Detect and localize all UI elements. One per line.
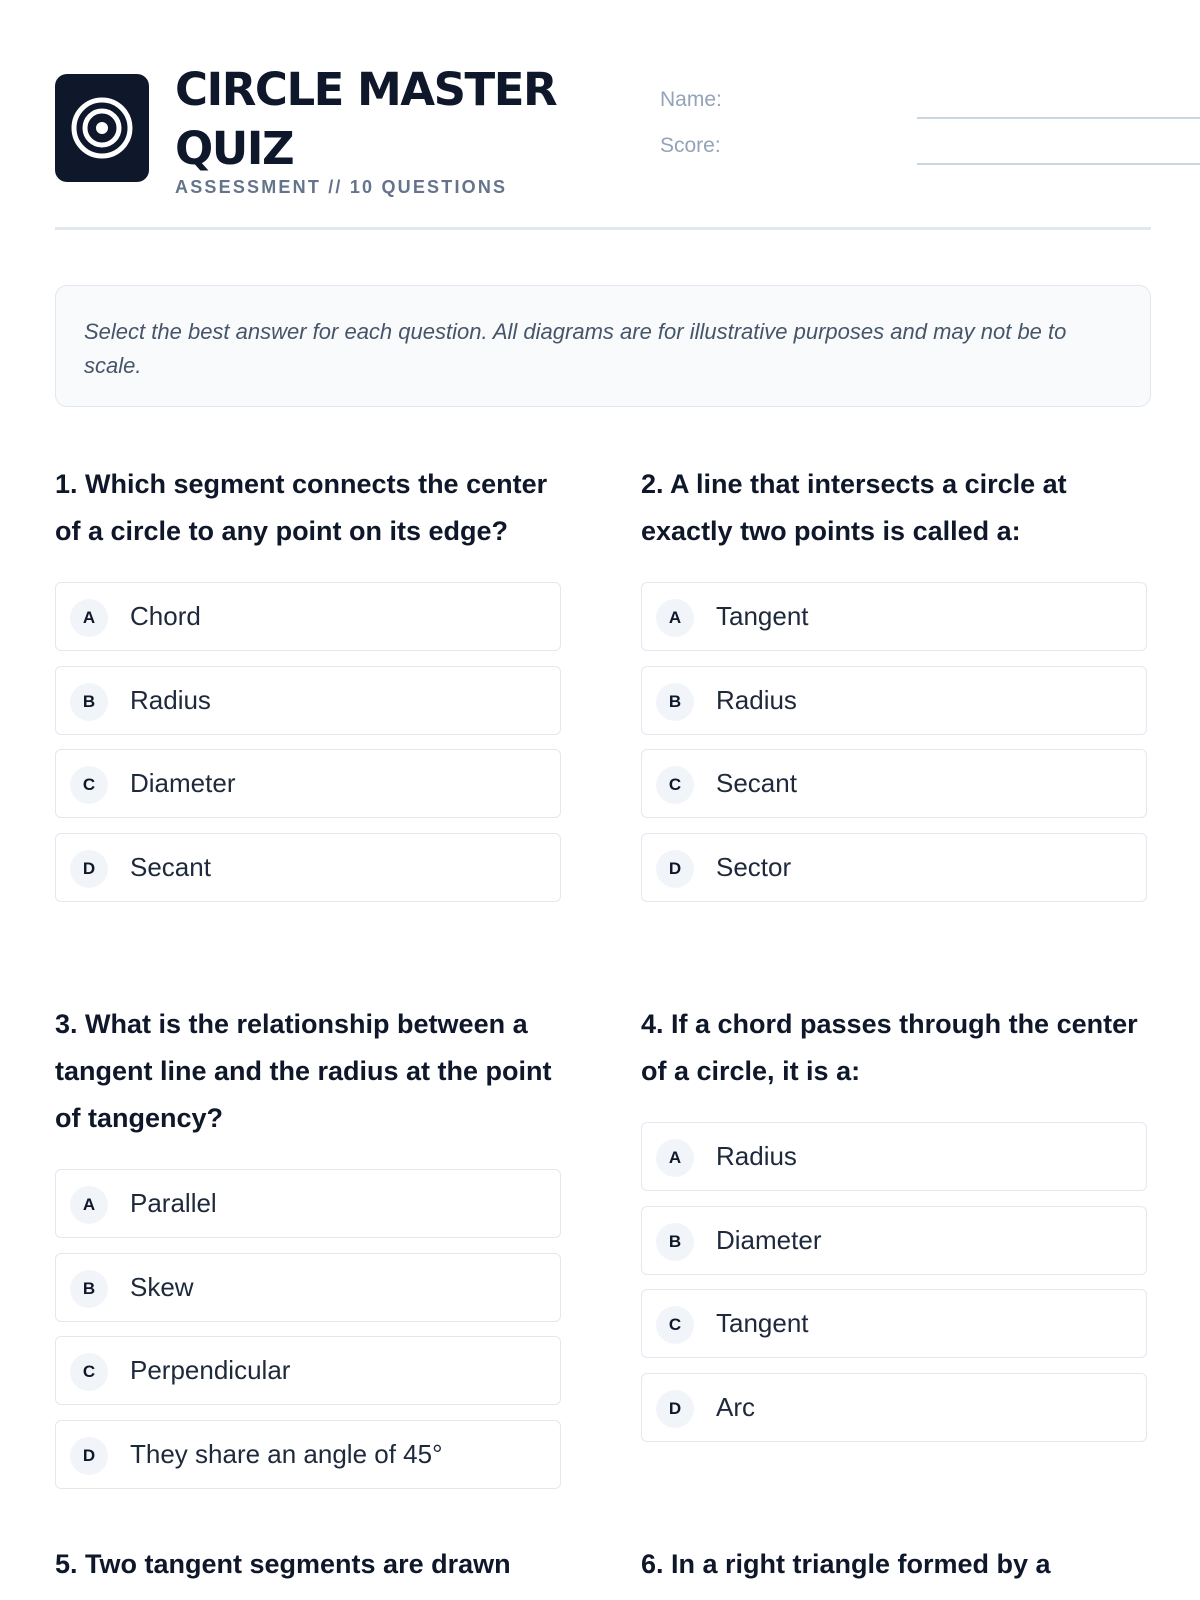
answer-options bbox=[641, 582, 1147, 902]
option-letter: A bbox=[656, 599, 694, 637]
answer-option-b[interactable] bbox=[641, 1206, 1147, 1275]
quiz-logo bbox=[55, 74, 149, 182]
name-field[interactable] bbox=[917, 117, 1200, 119]
answer-option-b[interactable] bbox=[641, 666, 1147, 735]
answer-option-c[interactable] bbox=[641, 1289, 1147, 1358]
name-label: Name: bbox=[660, 88, 722, 111]
option-text: Radius bbox=[130, 684, 211, 715]
answer-options bbox=[641, 1122, 1147, 1442]
page-title: CIRCLE MASTER QUIZ bbox=[175, 63, 557, 175]
option-text: Skew bbox=[130, 1271, 194, 1302]
question-text: 3. What is the relationship between a tangent line and the radius at the point of tangency? bbox=[55, 1009, 552, 1133]
option-letter: A bbox=[70, 599, 108, 637]
option-letter: B bbox=[70, 1270, 108, 1308]
answer-option-a[interactable] bbox=[55, 1169, 561, 1238]
question-text: 5. Two tangent segments are drawn bbox=[55, 1549, 511, 1579]
option-letter: C bbox=[70, 1353, 108, 1391]
question-text: 1. Which segment connects the center of a circle to any point on its edge? bbox=[55, 469, 548, 546]
option-text: Tangent bbox=[716, 601, 809, 631]
option-letter: B bbox=[656, 1223, 694, 1261]
option-letter: C bbox=[70, 766, 108, 804]
question-6 bbox=[641, 1541, 1147, 1588]
question-text: 2. A line that intersects a circle at exactly two points is called a: bbox=[641, 469, 1067, 546]
answer-option-c[interactable] bbox=[55, 749, 561, 818]
question-2 bbox=[641, 461, 1147, 916]
score-field[interactable] bbox=[917, 163, 1200, 165]
option-text: Diameter bbox=[716, 1224, 822, 1255]
option-text: Tangent bbox=[716, 1308, 809, 1338]
answer-option-d[interactable] bbox=[55, 1420, 561, 1489]
option-letter: B bbox=[656, 683, 694, 721]
question-text: 6. In a right triangle formed by a bbox=[641, 1549, 1051, 1579]
option-letter: D bbox=[70, 850, 108, 888]
option-letter: D bbox=[70, 1437, 108, 1475]
answer-option-a[interactable] bbox=[641, 582, 1147, 651]
option-text: Parallel bbox=[130, 1188, 217, 1218]
option-text: Diameter bbox=[130, 768, 236, 798]
option-text: Secant bbox=[130, 851, 211, 882]
option-letter: C bbox=[656, 1306, 694, 1344]
option-text: Sector bbox=[716, 851, 792, 882]
question-5 bbox=[55, 1541, 561, 1588]
option-text: They share an angle of 45° bbox=[130, 1438, 443, 1469]
quiz-header bbox=[55, 60, 1200, 200]
option-text: Secant bbox=[716, 768, 797, 798]
option-letter: C bbox=[656, 766, 694, 804]
option-letter: D bbox=[656, 850, 694, 888]
question-1 bbox=[55, 461, 561, 916]
option-letter: D bbox=[656, 1390, 694, 1428]
question-3 bbox=[55, 1001, 561, 1503]
option-text: Radius bbox=[716, 1141, 797, 1171]
option-text: Radius bbox=[716, 684, 797, 715]
option-text: Perpendicular bbox=[130, 1355, 291, 1385]
answer-option-d[interactable] bbox=[641, 833, 1147, 902]
target-icon bbox=[68, 94, 136, 162]
answer-option-b[interactable] bbox=[55, 1253, 561, 1322]
answer-option-c[interactable] bbox=[55, 1336, 561, 1405]
answer-option-b[interactable] bbox=[55, 666, 561, 735]
score-label: Score: bbox=[660, 134, 721, 157]
answer-option-a[interactable] bbox=[55, 582, 561, 651]
option-text: Arc bbox=[716, 1391, 755, 1422]
answer-options bbox=[55, 582, 561, 902]
answer-option-a[interactable] bbox=[641, 1122, 1147, 1191]
page-subtitle: ASSESSMENT // 10 QUESTIONS bbox=[175, 177, 508, 197]
option-text: Chord bbox=[130, 601, 201, 631]
answer-option-c[interactable] bbox=[641, 749, 1147, 818]
option-letter: B bbox=[70, 683, 108, 721]
header-divider bbox=[55, 227, 1151, 230]
question-4 bbox=[641, 1001, 1147, 1456]
question-text: 4. If a chord passes through the center of a circle, it is a: bbox=[641, 1009, 1138, 1086]
option-letter: A bbox=[70, 1186, 108, 1224]
answer-options bbox=[55, 1169, 561, 1489]
answer-option-d[interactable] bbox=[641, 1373, 1147, 1442]
instructions-box: Select the best answer for each question. All diagrams are for illustrative purposes and may not be to scale. bbox=[55, 285, 1151, 407]
answer-option-d[interactable] bbox=[55, 833, 561, 902]
option-letter: A bbox=[656, 1139, 694, 1177]
